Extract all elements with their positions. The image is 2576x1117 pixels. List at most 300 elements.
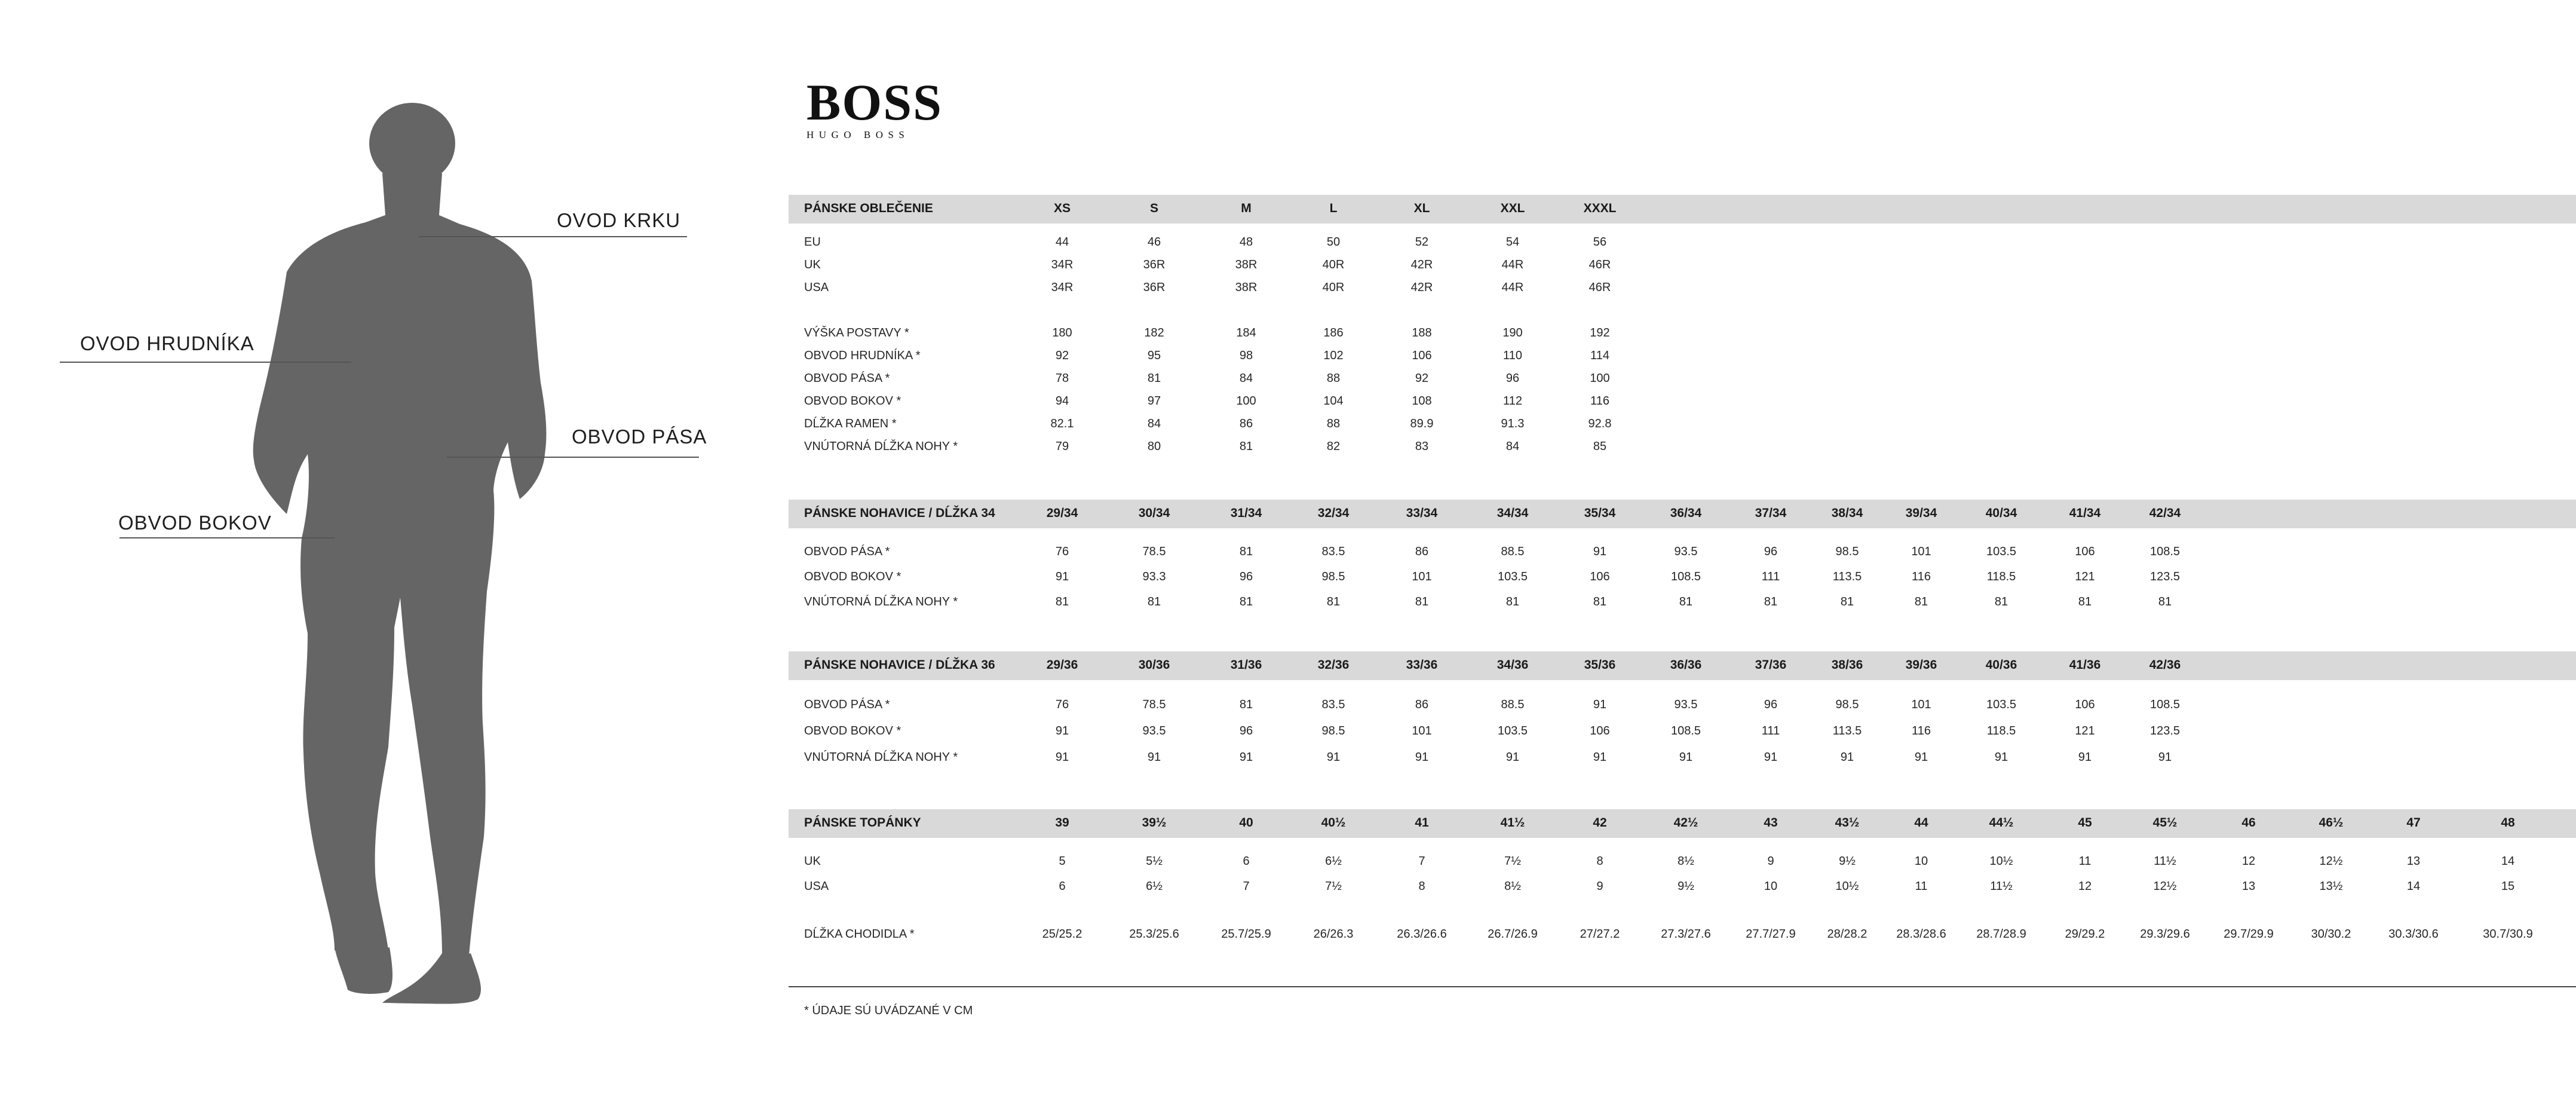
table-cell: 81 xyxy=(1840,595,1854,608)
table-header-cell: 44 xyxy=(1914,816,1928,830)
table-cell: 38R xyxy=(1235,281,1258,294)
table-cell: 81 xyxy=(1147,372,1161,385)
table-cell: 81 xyxy=(1147,595,1161,608)
table-header-cell: 45½ xyxy=(2152,816,2178,830)
table-header-cell: 45 xyxy=(2078,816,2092,830)
table-cell: 180 xyxy=(1052,326,1072,339)
table-header-cell: 48 xyxy=(2501,816,2515,830)
table-cell: 78.5 xyxy=(1142,545,1166,558)
table-cell: 38R xyxy=(1235,258,1258,271)
table-cell: 8½ xyxy=(1504,880,1521,893)
table-cell: 192 xyxy=(1590,326,1610,339)
table-header-cell: S xyxy=(1149,201,1159,215)
table-cell: 25/25.2 xyxy=(1042,928,1082,941)
table-header-cell: 34/36 xyxy=(1496,658,1529,672)
table-cell: 81 xyxy=(1239,595,1253,608)
table-cell: 80 xyxy=(1147,440,1161,453)
table-header-cell: 43½ xyxy=(1835,816,1860,830)
table-cell: 98.5 xyxy=(1321,570,1345,583)
table-cell: 12 xyxy=(2078,880,2092,893)
table-cell: 88.5 xyxy=(1501,698,1525,711)
table-header-cell: 30/34 xyxy=(1138,506,1170,520)
table-header-cell: 35/36 xyxy=(1584,658,1616,672)
table-cell: 84 xyxy=(1147,417,1161,430)
table-row xyxy=(789,724,2576,742)
table-cell: 26.3/26.6 xyxy=(1397,928,1447,941)
body-silhouette-figure xyxy=(0,0,747,1117)
table-cell: 184 xyxy=(1236,326,1256,339)
table-cell: 13 xyxy=(2241,880,2256,893)
table-cell: 27.7/27.9 xyxy=(1746,928,1796,941)
table-cell: 7½ xyxy=(1504,855,1521,868)
table-cell: 26.7/26.9 xyxy=(1488,928,1538,941)
table-header-cell: 40 xyxy=(1239,816,1253,830)
table-cell: 106 xyxy=(2075,698,2095,711)
table-cell: 13½ xyxy=(2319,880,2343,893)
table-cell: 103.5 xyxy=(1986,698,2017,711)
table-cell: 91 xyxy=(2078,751,2092,764)
table-cell: 34R xyxy=(1051,281,1074,294)
table-cell: 29/29.2 xyxy=(2065,928,2105,941)
table-cell: 12½ xyxy=(2153,880,2177,893)
table-cell: 92 xyxy=(1055,349,1069,362)
table-header-cell: 43 xyxy=(1764,816,1778,830)
table-cell: 91.3 xyxy=(1501,417,1525,430)
table-cell: 96 xyxy=(1505,372,1520,385)
table-cell: 81 xyxy=(1326,595,1341,608)
table-cell: 81 xyxy=(1239,545,1253,558)
table-cell: 96 xyxy=(1239,570,1253,583)
table-header-cell: 36/36 xyxy=(1670,658,1702,672)
table-cell: 81 xyxy=(1679,595,1693,608)
table-cell: 113.5 xyxy=(1832,724,1862,737)
table-cell: 27/27.2 xyxy=(1580,928,1620,941)
table-cell: 30.7/30.9 xyxy=(2483,928,2533,941)
row-label: EU xyxy=(804,235,821,249)
table-header-cell: XL xyxy=(1413,201,1430,215)
table-row xyxy=(789,698,2576,716)
table-header-cell: 39½ xyxy=(1142,816,1167,830)
table-cell: 83.5 xyxy=(1321,545,1345,558)
table-cell: 50 xyxy=(1326,235,1341,249)
table-cell: 34R xyxy=(1051,258,1074,271)
logo-sub-text: HUGO BOSS xyxy=(806,129,910,140)
table-cell: 9½ xyxy=(1839,855,1856,868)
table-cell: 190 xyxy=(1502,326,1523,339)
table-cell: 110 xyxy=(1503,349,1522,362)
table-cell: 30/30.2 xyxy=(2311,928,2351,941)
table-cell: 7 xyxy=(1418,855,1425,868)
table-cell: 91 xyxy=(1415,751,1429,764)
table-cell: 186 xyxy=(1323,326,1344,339)
table-header-cell: 38/34 xyxy=(1831,506,1863,520)
table-cell: 98.5 xyxy=(1321,724,1345,737)
table-cell: 113.5 xyxy=(1832,570,1862,583)
row-label: OBVOD BOKOV * xyxy=(804,724,901,737)
table-cell: 91 xyxy=(1593,545,1607,558)
table-header-cell: 33/34 xyxy=(1406,506,1438,520)
table-cell: 10 xyxy=(1764,880,1778,893)
table-cell: 8 xyxy=(1596,855,1603,868)
table-row xyxy=(789,258,2576,276)
table-cell: 91 xyxy=(1326,751,1341,764)
table-cell: 95 xyxy=(1147,349,1161,362)
table-cell: 106 xyxy=(2075,545,2095,558)
table-header-cell: 32/36 xyxy=(1317,658,1350,672)
footer-divider xyxy=(789,986,2576,987)
table-cell: 116 xyxy=(1912,724,1931,737)
row-label: OBVOD BOKOV * xyxy=(804,570,901,583)
table-header-cell: 47 xyxy=(2406,816,2421,830)
table-header-cell: 33/36 xyxy=(1406,658,1438,672)
table-cell: 42R xyxy=(1410,281,1433,294)
table-cell: 7 xyxy=(1243,880,1250,893)
table-cell: 108.5 xyxy=(1670,570,1701,583)
table-header-cell: 40/34 xyxy=(1985,506,2017,520)
table-cell: 91 xyxy=(1239,751,1253,764)
table-cell: 42R xyxy=(1410,258,1433,271)
table-cell: 182 xyxy=(1144,326,1164,339)
table-cell: 91 xyxy=(1840,751,1854,764)
table-cell: 6 xyxy=(1243,855,1250,868)
table-cell: 81 xyxy=(1239,698,1253,711)
row-label: UK xyxy=(804,855,821,868)
row-label: DĹŽKA RAMEN * xyxy=(804,417,897,430)
table-cell: 121 xyxy=(2075,724,2095,737)
table-cell: 11½ xyxy=(1990,880,2013,893)
table-cell: 7½ xyxy=(1325,880,1342,893)
table-header-row xyxy=(789,809,2576,838)
table-cell: 44R xyxy=(1501,258,1524,271)
table-cell: 40R xyxy=(1322,258,1345,271)
table-cell: 96 xyxy=(1764,545,1778,558)
table-cell: 100 xyxy=(1590,372,1610,385)
table-cell: 83 xyxy=(1415,440,1429,453)
row-label: VNÚTORNÁ DĹŽKA NOHY * xyxy=(804,440,958,453)
row-label: DĹŽKA CHODIDLA * xyxy=(804,928,915,941)
table-cell: 81 xyxy=(1764,595,1778,608)
table-header-title: PÁNSKE OBLEČENIE xyxy=(804,201,933,215)
table-cell: 123.5 xyxy=(2149,724,2181,737)
table-cell: 93.5 xyxy=(1674,545,1698,558)
table-cell: 76 xyxy=(1055,545,1069,558)
table-header-cell: 37/36 xyxy=(1755,658,1787,672)
table-cell: 14 xyxy=(2406,880,2421,893)
table-cell: 123.5 xyxy=(2149,570,2181,583)
table-row xyxy=(789,349,2576,367)
table-cell: 108.5 xyxy=(2149,698,2181,711)
row-label: UK xyxy=(804,258,821,271)
table-cell: 106 xyxy=(1412,349,1432,362)
table-cell: 91 xyxy=(1679,751,1693,764)
table-header-cell: 30/36 xyxy=(1138,658,1170,672)
table-row xyxy=(789,855,2576,873)
table-cell: 96 xyxy=(1764,698,1778,711)
table-header-cell: 41 xyxy=(1415,816,1429,830)
table-cell: 89.9 xyxy=(1410,417,1434,430)
table-header-cell: 29/36 xyxy=(1046,658,1078,672)
table-cell: 108.5 xyxy=(1670,724,1701,737)
table-cell: 83.5 xyxy=(1321,698,1345,711)
table-cell: 91 xyxy=(2158,751,2172,764)
table-cell: 91 xyxy=(1055,570,1069,583)
table-cell: 81 xyxy=(1415,595,1429,608)
man-silhouette xyxy=(253,103,547,1004)
table-header-cell: 39 xyxy=(1055,816,1069,830)
table-cell: 101 xyxy=(1412,570,1432,583)
table-row xyxy=(789,417,2576,435)
row-label: VNÚTORNÁ DĹŽKA NOHY * xyxy=(804,595,958,608)
table-cell: 86 xyxy=(1415,698,1429,711)
table-cell: 98 xyxy=(1239,349,1253,362)
table-cell: 30.3/30.6 xyxy=(2388,928,2439,941)
table-cell: 11 xyxy=(2078,855,2092,868)
table-header-cell: 31/34 xyxy=(1230,506,1262,520)
table-row xyxy=(789,440,2576,458)
table-cell: 108 xyxy=(1412,394,1432,408)
table-cell: 81 xyxy=(1505,595,1520,608)
table-cell: 25.3/25.6 xyxy=(1129,928,1179,941)
table-header-cell: 32/34 xyxy=(1317,506,1350,520)
table-header-cell: 29/34 xyxy=(1046,506,1078,520)
table-cell: 103.5 xyxy=(1497,570,1528,583)
boss-logo xyxy=(806,76,943,141)
table-cell: 114 xyxy=(1590,349,1609,362)
table-cell: 6½ xyxy=(1146,880,1163,893)
table-cell: 91 xyxy=(1505,751,1520,764)
table-cell: 46R xyxy=(1588,281,1611,294)
table-header-cell: 37/34 xyxy=(1755,506,1787,520)
neck-label: OVOD KRKU xyxy=(557,209,681,231)
table-cell: 118.5 xyxy=(1986,570,2016,583)
table-header-cell: XXXL xyxy=(1583,201,1617,215)
row-label: OBVOD HRUDNÍKA * xyxy=(804,349,921,362)
row-label: OBVOD PÁSA * xyxy=(804,545,890,558)
table-cell: 15 xyxy=(2501,880,2515,893)
table-cell: 44R xyxy=(1501,281,1524,294)
table-header-cell: L xyxy=(1329,201,1338,215)
table-cell: 9 xyxy=(1596,880,1603,893)
table-cell: 91 xyxy=(1593,698,1607,711)
table-row xyxy=(789,235,2576,253)
table-header-cell: 46 xyxy=(2241,816,2256,830)
table-header-cell: 36/34 xyxy=(1670,506,1702,520)
table-cell: 12 xyxy=(2241,855,2256,868)
table-cell: 84 xyxy=(1505,440,1520,453)
table-header-title: PÁNSKE TOPÁNKY xyxy=(804,816,921,830)
table-cell: 81 xyxy=(1994,595,2008,608)
table-row xyxy=(789,326,2576,344)
hips-label: OBVOD BOKOV xyxy=(118,512,272,534)
table-cell: 5 xyxy=(1059,855,1066,868)
table-cell: 29.3/29.6 xyxy=(2140,928,2190,941)
table-cell: 8 xyxy=(1418,880,1425,893)
table-cell: 28/28.2 xyxy=(1827,928,1867,941)
table-cell: 104 xyxy=(1323,394,1344,408)
table-cell: 36R xyxy=(1143,281,1166,294)
table-cell: 86 xyxy=(1239,417,1253,430)
table-header-cell: 42½ xyxy=(1673,816,1698,830)
table-cell: 82.1 xyxy=(1050,417,1074,430)
table-cell: 46 xyxy=(1147,235,1161,249)
table-header-cell: 40½ xyxy=(1321,816,1346,830)
table-cell: 98.5 xyxy=(1835,698,1859,711)
table-header-cell: 40/36 xyxy=(1985,658,2017,672)
table-header-cell: 41/34 xyxy=(2069,506,2101,520)
table-header-cell: 41½ xyxy=(1500,816,1525,830)
footnote: * ÚDAJE SÚ UVÁDZANÉ V CM xyxy=(804,1004,973,1017)
table-cell: 188 xyxy=(1412,326,1432,339)
table-header-cell: 42 xyxy=(1593,816,1607,830)
table-cell: 11 xyxy=(1915,880,1928,893)
table-cell: 78 xyxy=(1055,372,1069,385)
table-cell: 11½ xyxy=(2154,855,2176,868)
table-row xyxy=(789,372,2576,390)
table-cell: 118.5 xyxy=(1986,724,2016,737)
table-row xyxy=(789,281,2576,299)
table-cell: 102 xyxy=(1323,349,1344,362)
table-cell: 86 xyxy=(1415,545,1429,558)
table-cell: 14 xyxy=(2501,855,2515,868)
table-header-cell: 41/36 xyxy=(2069,658,2101,672)
row-label: OBVOD PÁSA * xyxy=(804,698,890,711)
table-cell: 91 xyxy=(1764,751,1778,764)
table-header-cell: XS xyxy=(1053,201,1071,215)
logo-main-text: BOSS xyxy=(806,74,943,131)
table-cell: 81 xyxy=(2158,595,2172,608)
table-cell: 98.5 xyxy=(1835,545,1859,558)
table-cell: 28.7/28.9 xyxy=(1976,928,2026,941)
table-header-cell: 46½ xyxy=(2319,816,2344,830)
table-cell: 101 xyxy=(1911,698,1931,711)
table-cell: 92 xyxy=(1415,372,1429,385)
table-cell: 10 xyxy=(1914,855,1928,868)
table-cell: 101 xyxy=(1412,724,1432,737)
table-cell: 26/26.3 xyxy=(1313,928,1354,941)
row-label: OBVOD BOKOV * xyxy=(804,394,901,408)
table-cell: 28.3/28.6 xyxy=(1896,928,1946,941)
table-header-cell: 31/36 xyxy=(1230,658,1262,672)
row-label: VÝŠKA POSTAVY * xyxy=(804,326,909,339)
table-header-cell: 38/36 xyxy=(1831,658,1863,672)
table-row xyxy=(789,880,2576,898)
table-cell: 92.8 xyxy=(1588,417,1612,430)
row-label: OBVOD PÁSA * xyxy=(804,372,890,385)
table-cell: 97 xyxy=(1147,394,1161,408)
table-cell: 103.5 xyxy=(1497,724,1528,737)
table-header-title: PÁNSKE NOHAVICE / DĹŽKA 36 xyxy=(804,658,995,672)
table-cell: 81 xyxy=(1239,440,1253,453)
table-cell: 25.7/25.9 xyxy=(1221,928,1271,941)
table-cell: 88 xyxy=(1326,372,1341,385)
table-cell: 101 xyxy=(1911,545,1931,558)
table-header-cell: 42/34 xyxy=(2149,506,2181,520)
table-header-cell: M xyxy=(1241,201,1252,215)
table-header-cell: 44½ xyxy=(1989,816,2014,830)
table-cell: 10½ xyxy=(1989,855,2013,868)
table-cell: 112 xyxy=(1503,394,1522,408)
table-cell: 111 xyxy=(1761,570,1780,583)
table-cell: 111 xyxy=(1761,724,1780,737)
waist-label: OBVOD PÁSA xyxy=(572,426,707,448)
table-cell: 91 xyxy=(1914,751,1928,764)
chest-label: OVOD HRUDNÍKA xyxy=(80,332,254,354)
table-cell: 85 xyxy=(1593,440,1607,453)
table-row xyxy=(789,570,2576,588)
table-cell: 94 xyxy=(1055,394,1069,408)
table-cell: 88 xyxy=(1326,417,1341,430)
table-cell: 56 xyxy=(1593,235,1607,249)
table-cell: 91 xyxy=(1055,724,1069,737)
row-label: VNÚTORNÁ DĹŽKA NOHY * xyxy=(804,751,958,764)
table-header-cell: XXL xyxy=(1500,201,1525,215)
table-cell: 106 xyxy=(1590,724,1610,737)
table-cell: 93.5 xyxy=(1674,698,1698,711)
table-cell: 5½ xyxy=(1146,855,1163,868)
table-cell: 91 xyxy=(1593,751,1607,764)
table-header-title: PÁNSKE NOHAVICE / DĹŽKA 34 xyxy=(804,506,995,520)
table-cell: 6 xyxy=(1059,880,1066,893)
table-cell: 52 xyxy=(1415,235,1429,249)
table-cell: 93.3 xyxy=(1142,570,1166,583)
table-cell: 106 xyxy=(1590,570,1610,583)
table-cell: 116 xyxy=(1912,570,1931,583)
table-cell: 40R xyxy=(1322,281,1345,294)
table-cell: 78.5 xyxy=(1142,698,1166,711)
table-cell: 88.5 xyxy=(1501,545,1525,558)
table-header-row xyxy=(789,195,2576,224)
table-cell: 93.5 xyxy=(1142,724,1166,737)
table-cell: 6½ xyxy=(1325,855,1342,868)
table-row xyxy=(789,394,2576,412)
table-cell: 13 xyxy=(2406,855,2421,868)
table-cell: 44 xyxy=(1055,235,1069,249)
table-cell: 103.5 xyxy=(1986,545,2017,558)
table-cell: 8½ xyxy=(1678,855,1694,868)
table-header-cell: 39/36 xyxy=(1905,658,1937,672)
table-row xyxy=(789,545,2576,563)
table-cell: 116 xyxy=(1590,394,1609,408)
table-row xyxy=(789,928,2576,945)
table-cell: 76 xyxy=(1055,698,1069,711)
table-cell: 84 xyxy=(1239,372,1253,385)
row-label: USA xyxy=(804,880,829,893)
table-cell: 81 xyxy=(1593,595,1607,608)
table-cell: 54 xyxy=(1505,235,1520,249)
table-header-row xyxy=(789,651,2576,680)
table-header-cell: 34/34 xyxy=(1496,506,1529,520)
table-cell: 81 xyxy=(1055,595,1069,608)
table-cell: 9 xyxy=(1767,855,1774,868)
table-header-cell: 35/34 xyxy=(1584,506,1616,520)
table-cell: 27.3/27.6 xyxy=(1661,928,1711,941)
table-cell: 91 xyxy=(1055,751,1069,764)
table-cell: 81 xyxy=(2078,595,2092,608)
table-header-cell: 42/36 xyxy=(2149,658,2181,672)
table-cell: 48 xyxy=(1239,235,1253,249)
table-cell: 46R xyxy=(1588,258,1611,271)
table-cell: 29.7/29.9 xyxy=(2224,928,2274,941)
table-cell: 100 xyxy=(1236,394,1256,408)
table-cell: 82 xyxy=(1326,440,1341,453)
table-cell: 108.5 xyxy=(2149,545,2181,558)
table-cell: 12½ xyxy=(2319,855,2343,868)
table-cell: 121 xyxy=(2075,570,2095,583)
table-cell: 10½ xyxy=(1835,880,1859,893)
table-cell: 9½ xyxy=(1678,880,1694,893)
table-header-cell: 39/34 xyxy=(1905,506,1937,520)
table-header-row xyxy=(789,500,2576,528)
